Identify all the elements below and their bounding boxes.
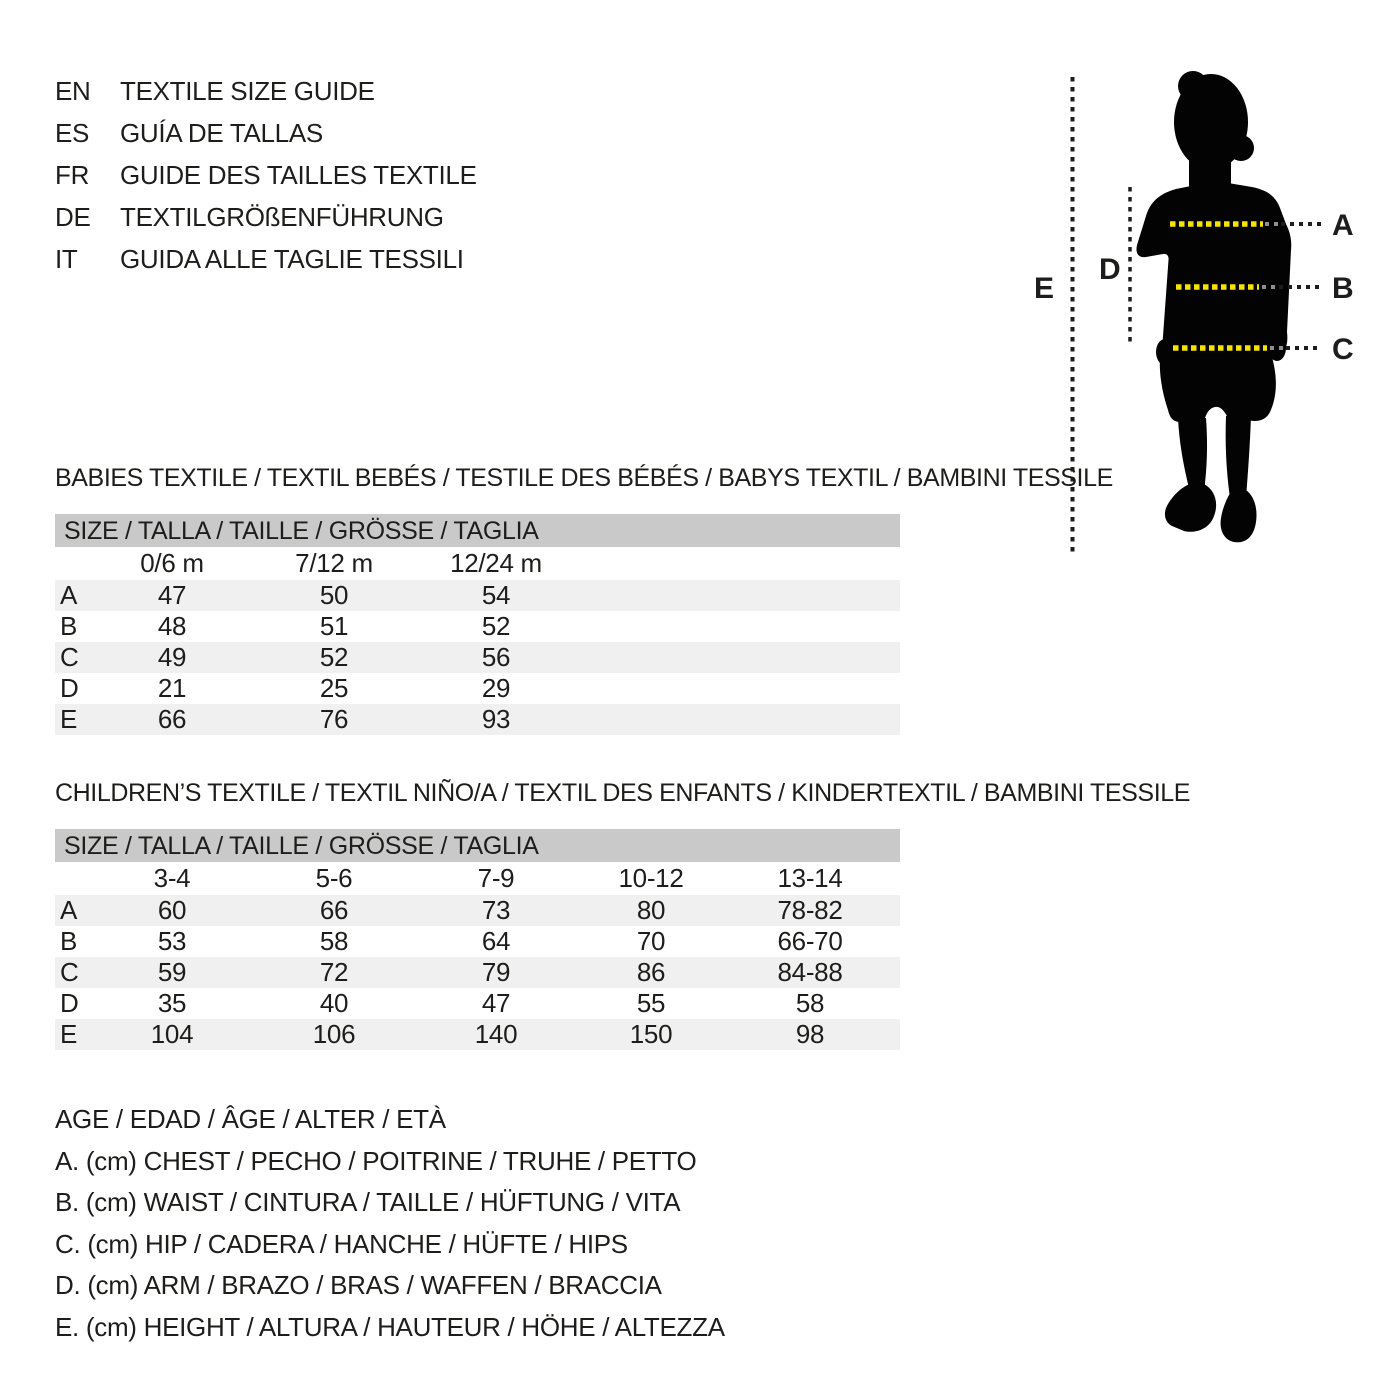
size-cell: 58 [319,926,349,956]
row-label: B [60,926,78,956]
size-cell: 104 [150,1019,194,1049]
table-header-bar: SIZE / TALLA / TAILLE / GRÖSSE / TAGLIA [55,514,900,547]
marker-label-b: B [1332,272,1354,305]
size-cell: 54 [481,580,511,610]
size-cell: 55 [636,988,666,1018]
table-row [55,957,900,988]
size-cell: 25 [319,673,349,703]
marker-label-c: C [1332,333,1354,366]
lang-code: IT [55,243,78,274]
size-cell: 73 [481,895,511,925]
row-label: A [60,895,78,925]
size-cell: 48 [157,611,187,641]
legend-line-arm: D. (cm) ARM / BRAZO / BRAS / WAFFEN / BRACCIA [55,1270,662,1301]
row-label: B [60,611,78,641]
size-cell: 66 [157,704,187,734]
guide-title: GUIDA ALLE TAGLIE TESSILI [120,243,464,274]
language-title-list [55,70,477,280]
measurement-legend [55,1099,725,1349]
size-cell: 21 [157,673,187,703]
size-cell: 80 [636,895,666,925]
size-cell: 78-82 [777,895,843,925]
lang-code: FR [55,159,90,190]
column-header-row [55,547,900,580]
size-cell: 59 [157,957,187,987]
size-cell: 70 [636,926,666,956]
size-cell: 150 [629,1019,673,1049]
table-row [55,1019,900,1050]
child-silhouette-diagram [1000,60,1400,580]
legend-line-height: E. (cm) HEIGHT / ALTURA / HAUTEUR / HÖHE / ALTEZZA [55,1311,725,1342]
table-row [55,673,900,704]
lang-row-fr [55,154,477,196]
table-row [55,704,900,735]
guide-title: TEXTILE SIZE GUIDE [120,75,375,106]
row-label: D [60,988,79,1018]
size-cell: 66-70 [777,926,843,956]
size-cell: 52 [319,642,349,672]
legend-line-waist: B. (cm) WAIST / CINTURA / TAILLE / HÜFTUNG / VITA [55,1187,681,1218]
size-cell: 47 [481,988,511,1018]
column-header: 12/24 m [450,548,542,578]
legend-age-line: AGE / EDAD / ÂGE / ALTER / ETÀ [55,1104,446,1134]
child-silhouette [1136,71,1291,542]
table-row [55,895,900,926]
size-cell: 49 [157,642,187,672]
marker-label-a: A [1332,209,1354,242]
column-header-row [55,862,900,895]
row-label: A [60,580,78,610]
guide-title: TEXTILGRÖßENFÜHRUNG [120,201,444,232]
size-cell: 106 [312,1019,356,1049]
size-cell: 84-88 [777,957,843,987]
lang-row-it [55,238,477,280]
size-cell: 47 [157,580,187,610]
row-label: C [60,642,79,672]
size-cell: 60 [157,895,187,925]
row-label: D [60,673,79,703]
size-cell: 140 [474,1019,518,1049]
size-cell: 35 [157,988,187,1018]
size-cell: 98 [795,1019,825,1049]
column-header: 13-14 [777,863,843,893]
column-header: 0/6 m [140,548,204,578]
row-label: E [60,704,78,734]
guide-title: GUÍA DE TALLAS [120,117,323,148]
size-cell: 66 [319,895,349,925]
size-cell: 58 [795,988,825,1018]
size-cell: 86 [636,957,666,987]
table-header-bar: SIZE / TALLA / TAILLE / GRÖSSE / TAGLIA [55,829,900,862]
row-label: C [60,957,79,987]
size-cell: 50 [319,580,349,610]
size-cell: 56 [481,642,511,672]
lang-code: ES [55,117,90,148]
size-cell: 72 [319,957,349,987]
size-cell: 79 [481,957,511,987]
size-cell: 76 [319,704,349,734]
size-cell: 29 [481,673,511,703]
marker-label-d: D [1099,253,1121,286]
size-cell: 53 [157,926,187,956]
children-size-table [55,829,900,1050]
table-row [55,926,900,957]
guide-title: GUIDE DES TAILLES TEXTILE [120,159,477,190]
legend-line-hip: C. (cm) HIP / CADERA / HANCHE / HÜFTE / HIPS [55,1228,628,1259]
lang-row-en [55,70,477,112]
row-label: E [60,1019,78,1049]
legend-line-chest: A. (cm) CHEST / PECHO / POITRINE / TRUHE / PETTO [55,1145,697,1176]
marker-label-e: E [1034,272,1055,305]
column-header: 5-6 [315,863,353,893]
column-header: 10-12 [618,863,684,893]
table-row [55,988,900,1019]
table-row [55,642,900,673]
column-header: 7-9 [477,863,515,893]
size-cell: 64 [481,926,511,956]
lang-code: DE [55,201,91,232]
children-section-title: CHILDREN’S TEXTILE / TEXTIL NIÑO/A / TEXTIL DES ENFANTS / KINDERTEXTIL / BAMBINI TESSILE [55,779,1191,807]
lang-row-de [55,196,477,238]
babies-section-title: BABIES TEXTILE / TEXTIL BEBÉS / TESTILE DES BÉBÉS / BABYS TEXTIL / BAMBINI TESSILE [55,464,1113,492]
lang-row-es [55,112,477,154]
table-row [55,580,900,611]
babies-size-table [55,514,900,735]
lang-code: EN [55,75,91,106]
size-cell: 52 [481,611,511,641]
size-cell: 93 [481,704,511,734]
size-cell: 51 [319,611,349,641]
column-header: 3-4 [153,863,191,893]
column-header: 7/12 m [295,548,373,578]
size-cell: 40 [319,988,349,1018]
table-row [55,611,900,642]
